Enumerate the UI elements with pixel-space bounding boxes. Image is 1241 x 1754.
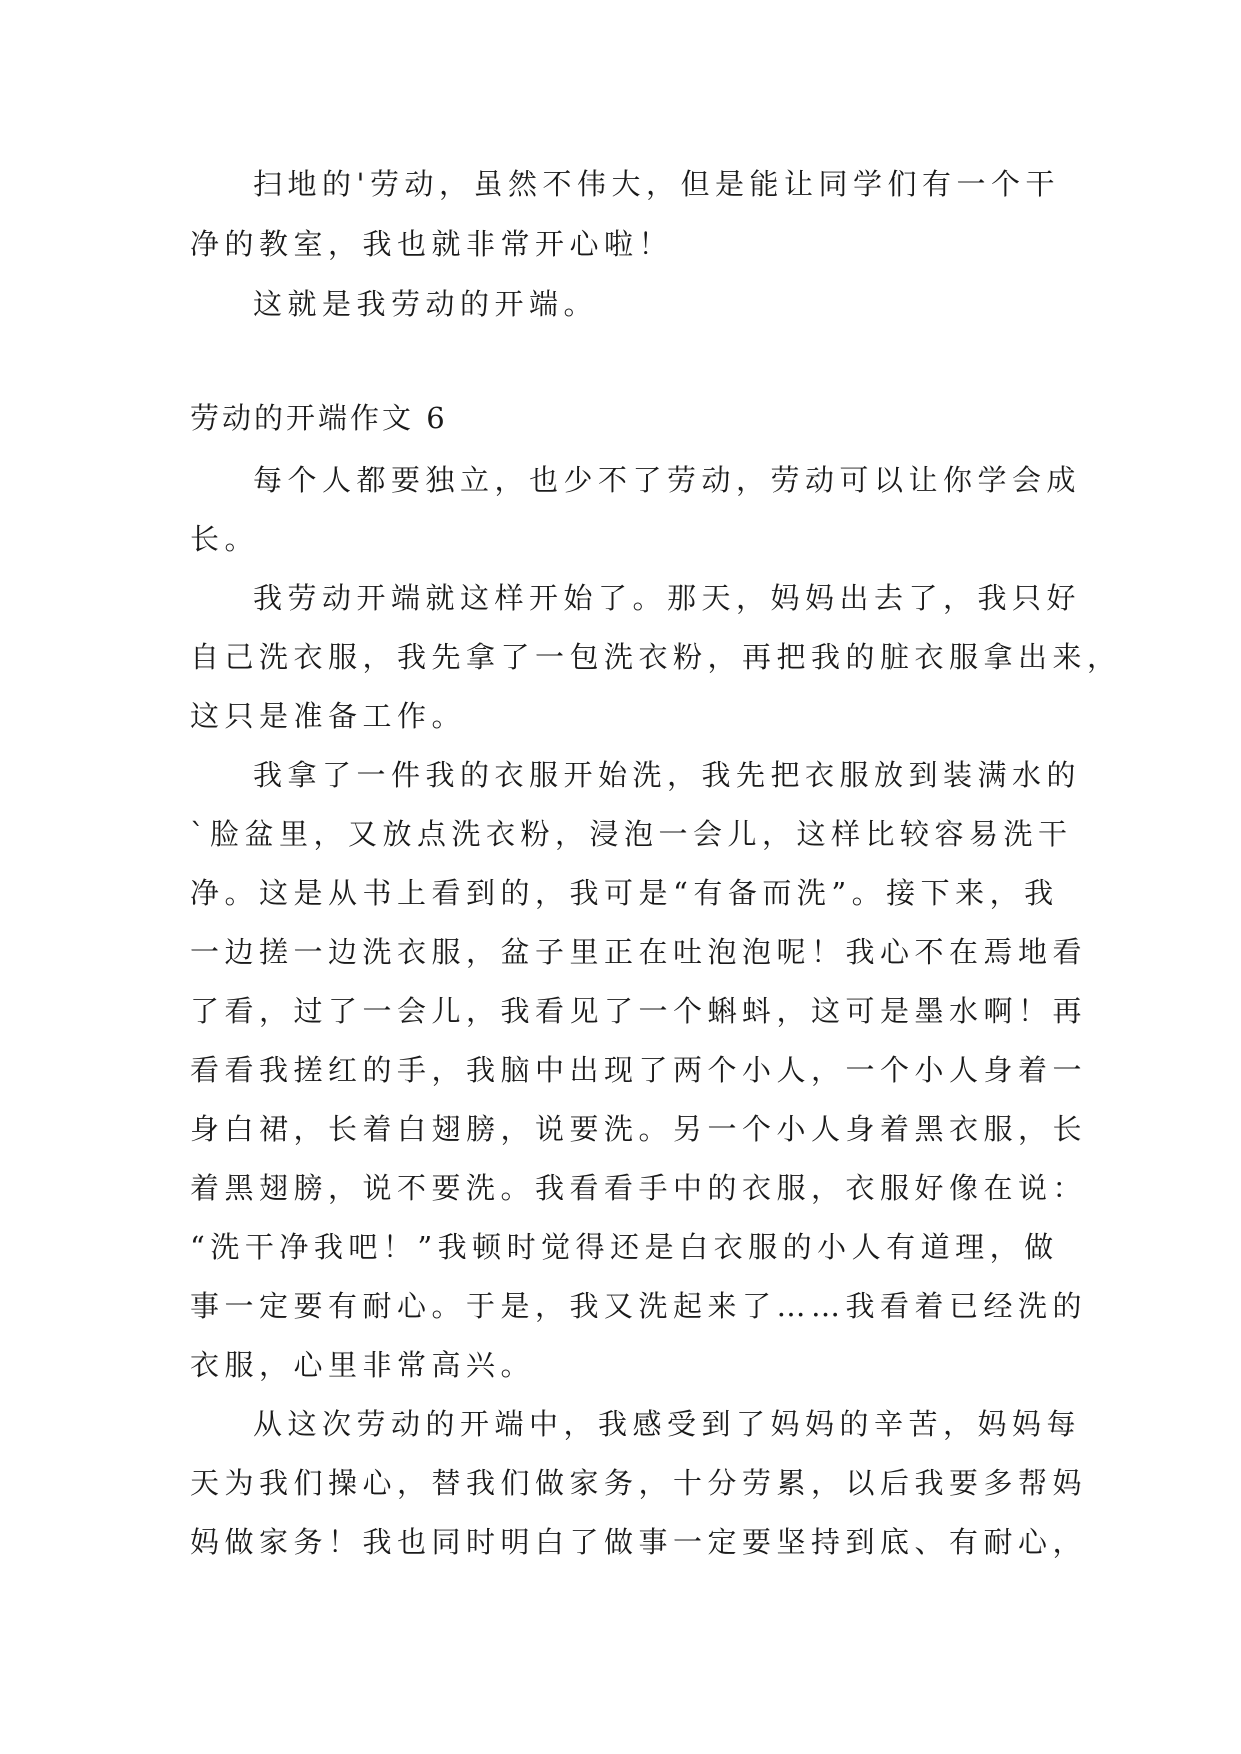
paragraph-line: 我拿了一件我的衣服开始洗，我先把衣服放到装满水的	[253, 758, 1082, 792]
paragraph-line: 衣服，心里非常高兴。	[190, 1348, 536, 1382]
paragraph-line: 我劳动开端就这样开始了。那天，妈妈出去了，我只好	[253, 581, 1082, 615]
paragraph-line: 妈做家务！我也同时明白了做事一定要坚持到底、有耐心，	[190, 1525, 1088, 1559]
paragraph-line: 从这次劳动的开端中，我感受到了妈妈的辛苦，妈妈每	[253, 1407, 1082, 1441]
paragraph-line: 净的教室，我也就非常开心啦！	[190, 227, 674, 261]
paragraph-line: 长。	[190, 522, 260, 556]
paragraph-line: “洗干净我吧！”我顿时觉得还是白衣服的小人有道理，做	[190, 1230, 1059, 1264]
paragraph-line: 扫地的'劳动，虽然不伟大，但是能让同学们有一个干	[253, 167, 1060, 201]
paragraph-line: 这就是我劳动的开端。	[253, 287, 599, 321]
paragraph-line: 看看我搓红的手，我脑中出现了两个小人，一个小人身着一	[190, 1053, 1088, 1087]
paragraph-line: 净。这是从书上看到的，我可是“有备而洗”。接下来，我	[190, 876, 1059, 910]
paragraph-line: 这只是准备工作。	[190, 699, 467, 733]
section-heading: 劳动的开端作文 6	[190, 401, 448, 435]
paragraph-line: 天为我们操心，替我们做家务，十分劳累，以后我要多帮妈	[190, 1466, 1088, 1500]
paragraph-line: 了看，过了一会儿，我看见了一个蝌蚪，这可是墨水啊！再	[190, 994, 1088, 1028]
paragraph-line: 身白裙，长着白翅膀，说要洗。另一个小人身着黑衣服，长	[190, 1112, 1088, 1146]
paragraph-line: `脸盆里，又放点洗衣粉，浸泡一会儿，这样比较容易洗干	[190, 817, 1073, 851]
paragraph-line: 自己洗衣服，我先拿了一包洗衣粉，再把我的脏衣服拿出来，	[190, 640, 1122, 674]
paragraph-line: 一边搓一边洗衣服，盆子里正在吐泡泡呢！我心不在焉地看	[190, 935, 1088, 969]
paragraph-line: 每个人都要独立，也少不了劳动，劳动可以让你学会成	[253, 463, 1082, 497]
paragraph-line: 着黑翅膀，说不要洗。我看看手中的衣服，衣服好像在说：	[190, 1171, 1088, 1205]
paragraph-line: 事一定要有耐心。于是，我又洗起来了……我看着已经洗的	[190, 1289, 1088, 1323]
